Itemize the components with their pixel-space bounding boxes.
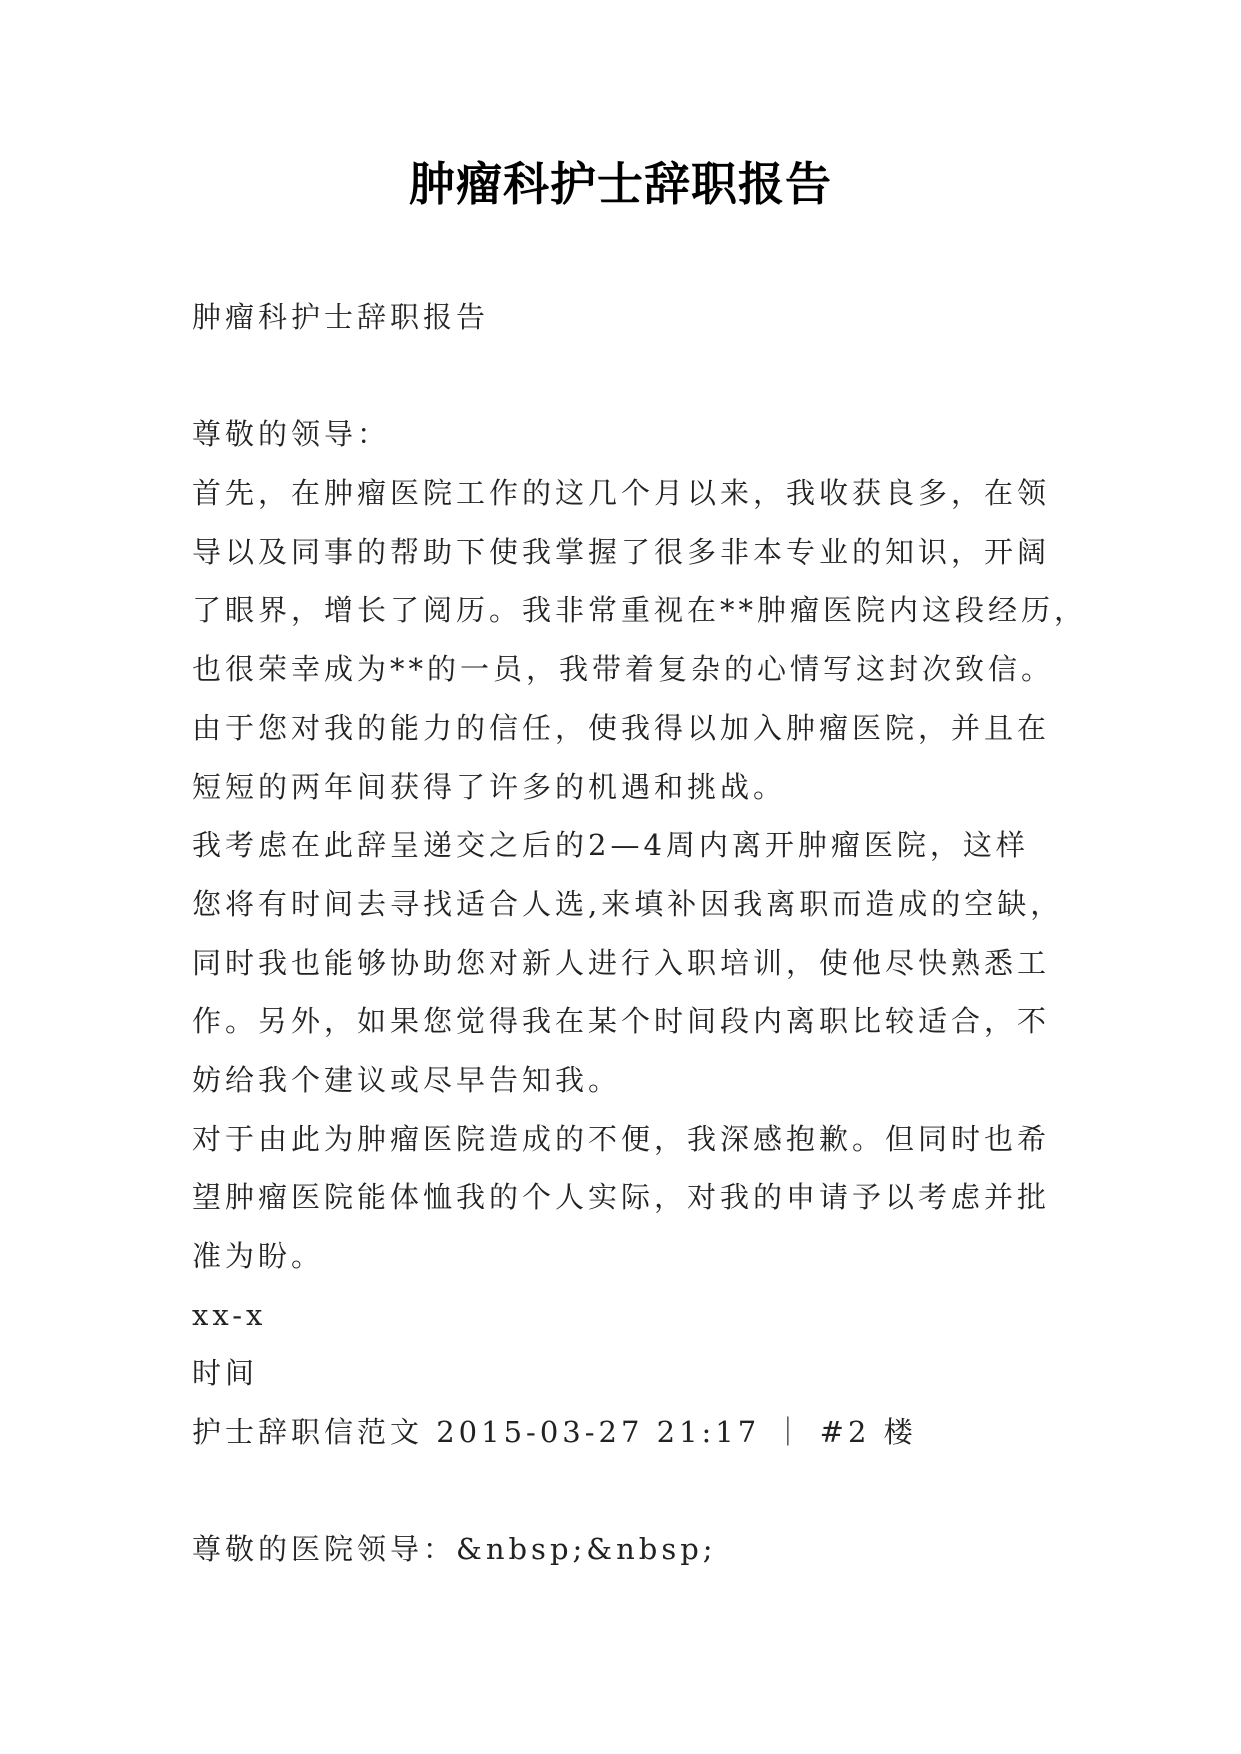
- doc-line: 妨给我个建议或尽早告知我。: [192, 1062, 622, 1097]
- document-title: 肿瘤科护士辞职报告: [409, 157, 832, 211]
- doc-line: 了眼界，增长了阅历。我非常重视在**肿瘤医院内这段经历，: [192, 593, 1088, 628]
- blank-line: [192, 347, 1192, 406]
- post-meta-line: 护士辞职信范文 2015-03-27 21:17 ｜ #2 楼: [192, 1415, 917, 1450]
- doc-line: 望肿瘤医院能体恤我的个人实际，对我的申请予以考虑并批: [192, 1180, 1051, 1215]
- second-salutation-line: 尊敬的医院领导：&nbsp;&nbsp;: [192, 1532, 717, 1567]
- doc-line: 我考虑在此辞呈递交之后的2—4周内离开肿瘤医院，这样: [192, 828, 1029, 863]
- doc-line: 对于由此为肿瘤医院造成的不便，我深感抱歉。但同时也希: [192, 1121, 1051, 1156]
- doc-line: 导以及同事的帮助下使我掌握了很多非本专业的知识，开阔: [192, 534, 1051, 569]
- doc-line: 也很荣幸成为**的一员，我带着复杂的心情写这封次致信。: [192, 652, 1055, 687]
- document-body: [192, 288, 1192, 1579]
- signature-line: xx-x: [192, 1297, 267, 1332]
- doc-line: 您将有时间去寻找适合人选,来填补因我离职而造成的空缺，: [192, 886, 1064, 921]
- doc-heading-line: 肿瘤科护士辞职报告: [192, 300, 490, 334]
- doc-line: 作。另外，如果您觉得我在某个时间段内离职比较适合，不: [192, 1004, 1051, 1039]
- date-line: 时间: [192, 1356, 259, 1391]
- doc-line: 由于您对我的能力的信任，使我得以加入肿瘤医院，并且在: [192, 710, 1051, 745]
- doc-line: 短短的两年间获得了许多的机遇和挑战。: [192, 769, 787, 804]
- salutation-line: 尊敬的领导：: [192, 417, 391, 452]
- doc-line: 首先，在肿瘤医院工作的这几个月以来，我收获良多，在领: [192, 476, 1051, 511]
- doc-line: 准为盼。: [192, 1239, 325, 1273]
- doc-line: 同时我也能够协助您对新人进行入职培训，使他尽快熟悉工: [192, 945, 1051, 980]
- blank-line: [192, 1462, 1192, 1521]
